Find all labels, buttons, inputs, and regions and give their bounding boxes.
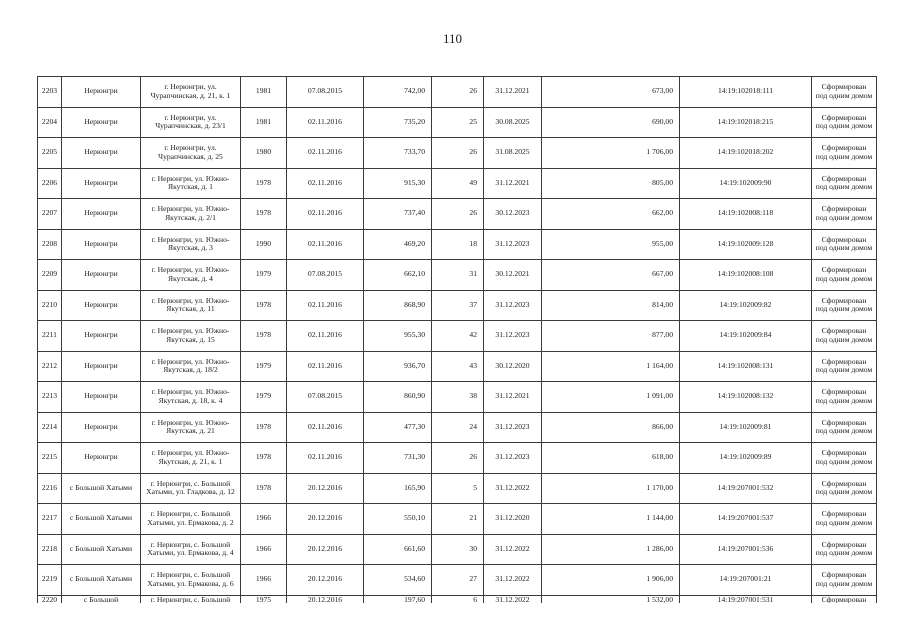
cell-value: 1 906,00 bbox=[542, 565, 680, 596]
table-row bbox=[38, 107, 877, 138]
cell-date: 20.12.2016 bbox=[287, 473, 364, 504]
cell-value: 1 164,00 bbox=[542, 351, 680, 382]
cell-address: г. Нерюнгри, с. Большой Хатыми, ул. Ермакова, д. 4 bbox=[141, 534, 241, 565]
cell-cadastral: 14:19:102008:118 bbox=[680, 199, 812, 230]
cell-id: 2213 bbox=[38, 382, 62, 413]
cell-date: 02.11.2016 bbox=[287, 138, 364, 169]
cell-value: 673,00 bbox=[542, 77, 680, 108]
cell-status: Сформирован под одним домом bbox=[812, 260, 877, 291]
cell-address: г. Нерюнгри, с. Большой Хатыми, ул. Ермакова, д. 6 bbox=[141, 565, 241, 596]
cell-area: 550,10 bbox=[364, 504, 432, 535]
cell-status: Сформирован под одним домом bbox=[812, 534, 877, 565]
table-row bbox=[38, 77, 877, 108]
cell-count: 5 bbox=[432, 473, 484, 504]
table-row bbox=[38, 321, 877, 352]
cell-date: 02.11.2016 bbox=[287, 443, 364, 474]
table-row bbox=[38, 595, 877, 603]
cell-locality: Нерюнгри bbox=[62, 199, 141, 230]
cell-id: 2217 bbox=[38, 504, 62, 535]
cell-cadastral: 14:19:102008:131 bbox=[680, 351, 812, 382]
cell-date: 02.11.2016 bbox=[287, 229, 364, 260]
cell-id: 2216 bbox=[38, 473, 62, 504]
cell-deadline: 31.12.2021 bbox=[484, 382, 542, 413]
cell-address: г. Нерюнгри, ул. Южно-Якутская, д. 3 bbox=[141, 229, 241, 260]
cell-locality: Нерюнгри bbox=[62, 77, 141, 108]
cell-status: Сформирован под одним домом bbox=[812, 107, 877, 138]
cell-id: 2210 bbox=[38, 290, 62, 321]
cell-count: 42 bbox=[432, 321, 484, 352]
cell-locality: с Большой Хатыми bbox=[62, 473, 141, 504]
cell-count: 26 bbox=[432, 138, 484, 169]
cell-status: Сформирован под одним домом bbox=[812, 473, 877, 504]
cell-status: Сформирован под одним домом bbox=[812, 168, 877, 199]
table-row bbox=[38, 534, 877, 565]
cell-year: 1966 bbox=[241, 534, 287, 565]
cell-id: 2209 bbox=[38, 260, 62, 291]
cell-count: 24 bbox=[432, 412, 484, 443]
cell-locality: с Большой bbox=[62, 595, 141, 603]
cell-area: 661,60 bbox=[364, 534, 432, 565]
cell-date: 07.08.2015 bbox=[287, 77, 364, 108]
cell-date: 02.11.2016 bbox=[287, 168, 364, 199]
cell-cadastral: 14:19:102009:81 bbox=[680, 412, 812, 443]
cell-deadline: 30.12.2021 bbox=[484, 260, 542, 291]
cell-status: Сформирован под одним домом bbox=[812, 321, 877, 352]
cell-address: г. Нерюнгри, ул. Южно-Якутская, д. 21 bbox=[141, 412, 241, 443]
cell-date: 07.08.2015 bbox=[287, 382, 364, 413]
cell-value: 1 532,00 bbox=[542, 595, 680, 603]
cell-cadastral: 14:19:102009:84 bbox=[680, 321, 812, 352]
cell-locality: Нерюнгри bbox=[62, 290, 141, 321]
cell-id: 2218 bbox=[38, 534, 62, 565]
cell-area: 534,60 bbox=[364, 565, 432, 596]
cell-address: г. Нерюнгри, ул. Южно-Якутская, д. 2/1 bbox=[141, 199, 241, 230]
cell-year: 1990 bbox=[241, 229, 287, 260]
cell-id: 2206 bbox=[38, 168, 62, 199]
cell-locality: с Большой Хатыми bbox=[62, 504, 141, 535]
cell-deadline: 31.12.2020 bbox=[484, 504, 542, 535]
cell-address: г. Нерюнгри, ул. Южно-Якутская, д. 18, к. 4 bbox=[141, 382, 241, 413]
cell-status: Сформирован под одним домом bbox=[812, 138, 877, 169]
cell-address: г. Нерюнгри, ул. Южно-Якутская, д. 4 bbox=[141, 260, 241, 291]
table-row bbox=[38, 565, 877, 596]
cell-area: 469,20 bbox=[364, 229, 432, 260]
cell-date: 02.11.2016 bbox=[287, 412, 364, 443]
cell-locality: Нерюнгри bbox=[62, 443, 141, 474]
cell-year: 1966 bbox=[241, 565, 287, 596]
cell-area: 742,00 bbox=[364, 77, 432, 108]
cell-area: 731,30 bbox=[364, 443, 432, 474]
cell-id: 2220 bbox=[38, 595, 62, 603]
cell-status: Сформирован под одним домом bbox=[812, 290, 877, 321]
cell-cadastral: 14:19:207001:532 bbox=[680, 473, 812, 504]
cell-count: 27 bbox=[432, 565, 484, 596]
cell-year: 1975 bbox=[241, 595, 287, 603]
cell-status: Сформирован под одним домом bbox=[812, 382, 877, 413]
cell-id: 2211 bbox=[38, 321, 62, 352]
cell-deadline: 31.08.2025 bbox=[484, 138, 542, 169]
cell-year: 1978 bbox=[241, 412, 287, 443]
cell-address: г. Нерюнгри, с. Большой Хатыми, ул. Гладкова, д. 12 bbox=[141, 473, 241, 504]
cell-value: 1 286,00 bbox=[542, 534, 680, 565]
cell-cadastral: 14:19:102009:89 bbox=[680, 443, 812, 474]
cell-cadastral: 14:19:207001:531 bbox=[680, 595, 812, 603]
cell-locality: Нерюнгри bbox=[62, 168, 141, 199]
cell-status: Сформирован под одним домом bbox=[812, 412, 877, 443]
cell-count: 26 bbox=[432, 199, 484, 230]
cell-value: 814,00 bbox=[542, 290, 680, 321]
cell-status: Сформирован под одним домом bbox=[812, 504, 877, 535]
cell-locality: с Большой Хатыми bbox=[62, 534, 141, 565]
cell-area: 737,40 bbox=[364, 199, 432, 230]
cell-date: 20.12.2016 bbox=[287, 595, 364, 603]
cell-locality: Нерюнгри bbox=[62, 138, 141, 169]
cell-year: 1981 bbox=[241, 107, 287, 138]
cell-date: 20.12.2016 bbox=[287, 504, 364, 535]
cell-cadastral: 14:19:207001:536 bbox=[680, 534, 812, 565]
cell-status: Сформирован под одним домом bbox=[812, 565, 877, 596]
cell-cadastral: 14:19:102009:90 bbox=[680, 168, 812, 199]
cell-address: г. Нерюнгри, ул. Чурапчинская, д. 23/1 bbox=[141, 107, 241, 138]
cell-value: 662,00 bbox=[542, 199, 680, 230]
cell-cadastral: 14:19:207001:21 bbox=[680, 565, 812, 596]
cell-area: 915,30 bbox=[364, 168, 432, 199]
register-body bbox=[38, 77, 877, 603]
cell-value: 1 706,00 bbox=[542, 138, 680, 169]
cell-year: 1980 bbox=[241, 138, 287, 169]
table-row bbox=[38, 168, 877, 199]
cell-address: г. Нерюнгри, ул. Чурапчинская, д. 21, к. 1 bbox=[141, 77, 241, 108]
cell-id: 2207 bbox=[38, 199, 62, 230]
table-row bbox=[38, 351, 877, 382]
cell-id: 2204 bbox=[38, 107, 62, 138]
cell-area: 197,60 bbox=[364, 595, 432, 603]
cell-date: 20.12.2016 bbox=[287, 534, 364, 565]
cell-count: 38 bbox=[432, 382, 484, 413]
cell-deadline: 31.12.2022 bbox=[484, 565, 542, 596]
cell-address: г. Нерюнгри, ул. Южно-Якутская, д. 1 bbox=[141, 168, 241, 199]
cell-address: г. Нерюнгри, с. Большой bbox=[141, 595, 241, 603]
cell-cadastral: 14:19:102018:111 bbox=[680, 77, 812, 108]
table-row bbox=[38, 229, 877, 260]
cell-locality: Нерюнгри bbox=[62, 229, 141, 260]
cell-area: 868,90 bbox=[364, 290, 432, 321]
cell-year: 1978 bbox=[241, 290, 287, 321]
cell-cadastral: 14:19:102018:215 bbox=[680, 107, 812, 138]
cell-count: 49 bbox=[432, 168, 484, 199]
table-row bbox=[38, 290, 877, 321]
cell-date: 02.11.2016 bbox=[287, 321, 364, 352]
cell-cadastral: 14:19:102008:108 bbox=[680, 260, 812, 291]
cell-year: 1966 bbox=[241, 504, 287, 535]
cell-deadline: 31.12.2023 bbox=[484, 443, 542, 474]
cell-value: 667,00 bbox=[542, 260, 680, 291]
cell-address: г. Нерюнгри, ул. Южно-Якутская, д. 21, к. 1 bbox=[141, 443, 241, 474]
cell-id: 2219 bbox=[38, 565, 62, 596]
cell-deadline: 31.12.2023 bbox=[484, 290, 542, 321]
register-table bbox=[37, 76, 877, 603]
cell-area: 936,70 bbox=[364, 351, 432, 382]
table-row bbox=[38, 199, 877, 230]
cell-count: 6 bbox=[432, 595, 484, 603]
cell-area: 165,90 bbox=[364, 473, 432, 504]
cell-address: г. Нерюнгри, ул. Южно-Якутская, д. 18/2 bbox=[141, 351, 241, 382]
cell-value: 1 170,00 bbox=[542, 473, 680, 504]
cell-date: 07.08.2015 bbox=[287, 260, 364, 291]
cell-locality: Нерюнгри bbox=[62, 321, 141, 352]
cell-count: 18 bbox=[432, 229, 484, 260]
cell-id: 2203 bbox=[38, 77, 62, 108]
cell-deadline: 31.12.2022 bbox=[484, 473, 542, 504]
cell-deadline: 30.12.2020 bbox=[484, 351, 542, 382]
cell-year: 1978 bbox=[241, 443, 287, 474]
cell-count: 25 bbox=[432, 107, 484, 138]
cell-count: 37 bbox=[432, 290, 484, 321]
cell-value: 866,00 bbox=[542, 412, 680, 443]
cell-deadline: 31.12.2022 bbox=[484, 595, 542, 603]
cell-deadline: 31.12.2022 bbox=[484, 534, 542, 565]
cell-address: г. Нерюнгри, с. Большой Хатыми, ул. Ермакова, д. 2 bbox=[141, 504, 241, 535]
cell-locality: Нерюнгри bbox=[62, 382, 141, 413]
cell-date: 02.11.2016 bbox=[287, 107, 364, 138]
cell-value: 877,00 bbox=[542, 321, 680, 352]
cell-address: г. Нерюнгри, ул. Южно-Якутская, д. 11 bbox=[141, 290, 241, 321]
cell-deadline: 31.12.2023 bbox=[484, 229, 542, 260]
cell-area: 860,90 bbox=[364, 382, 432, 413]
cell-value: 618,00 bbox=[542, 443, 680, 474]
cell-count: 31 bbox=[432, 260, 484, 291]
table-row bbox=[38, 260, 877, 291]
cell-id: 2205 bbox=[38, 138, 62, 169]
cell-cadastral: 14:19:102008:132 bbox=[680, 382, 812, 413]
cell-deadline: 31.12.2021 bbox=[484, 77, 542, 108]
cell-date: 20.12.2016 bbox=[287, 565, 364, 596]
cell-count: 30 bbox=[432, 534, 484, 565]
cell-locality: Нерюнгри bbox=[62, 260, 141, 291]
cell-locality: Нерюнгри bbox=[62, 351, 141, 382]
table-row bbox=[38, 473, 877, 504]
cell-year: 1979 bbox=[241, 351, 287, 382]
cell-year: 1981 bbox=[241, 77, 287, 108]
cell-deadline: 30.12.2023 bbox=[484, 199, 542, 230]
cell-cadastral: 14:19:102009:82 bbox=[680, 290, 812, 321]
page-number: 110 bbox=[442, 31, 463, 46]
cell-cadastral: 14:19:102018:202 bbox=[680, 138, 812, 169]
cell-year: 1978 bbox=[241, 199, 287, 230]
cell-cadastral: 14:19:207001:537 bbox=[680, 504, 812, 535]
cell-value: 690,00 bbox=[542, 107, 680, 138]
cell-area: 733,70 bbox=[364, 138, 432, 169]
cell-area: 735,20 bbox=[364, 107, 432, 138]
cell-address: г. Нерюнгри, ул. Южно-Якутская, д. 15 bbox=[141, 321, 241, 352]
cell-date: 02.11.2016 bbox=[287, 199, 364, 230]
cell-id: 2215 bbox=[38, 443, 62, 474]
table-row bbox=[38, 443, 877, 474]
table-row bbox=[38, 138, 877, 169]
table-row bbox=[38, 504, 877, 535]
cell-status: Сформирован bbox=[812, 595, 877, 603]
cell-date: 02.11.2016 bbox=[287, 290, 364, 321]
cell-count: 26 bbox=[432, 443, 484, 474]
cell-area: 955,30 bbox=[364, 321, 432, 352]
cell-id: 2212 bbox=[38, 351, 62, 382]
cell-value: 955,00 bbox=[542, 229, 680, 260]
cell-locality: с Большой Хатыми bbox=[62, 565, 141, 596]
cell-status: Сформирован под одним домом bbox=[812, 77, 877, 108]
cell-year: 1979 bbox=[241, 382, 287, 413]
cell-deadline: 31.12.2021 bbox=[484, 168, 542, 199]
cell-status: Сформирован под одним домом bbox=[812, 199, 877, 230]
cell-year: 1978 bbox=[241, 473, 287, 504]
cell-id: 2208 bbox=[38, 229, 62, 260]
cell-value: 805,00 bbox=[542, 168, 680, 199]
cell-deadline: 31.12.2023 bbox=[484, 321, 542, 352]
cell-value: 1 091,00 bbox=[542, 382, 680, 413]
cell-cadastral: 14:19:102009:128 bbox=[680, 229, 812, 260]
cell-year: 1978 bbox=[241, 321, 287, 352]
cell-address: г. Нерюнгри, ул. Чурапчинская, д. 25 bbox=[141, 138, 241, 169]
cell-status: Сформирован под одним домом bbox=[812, 351, 877, 382]
cell-locality: Нерюнгри bbox=[62, 412, 141, 443]
cell-status: Сформирован под одним домом bbox=[812, 443, 877, 474]
cell-deadline: 30.08.2025 bbox=[484, 107, 542, 138]
cell-count: 43 bbox=[432, 351, 484, 382]
cell-id: 2214 bbox=[38, 412, 62, 443]
cell-year: 1979 bbox=[241, 260, 287, 291]
cell-deadline: 31.12.2023 bbox=[484, 412, 542, 443]
cell-count: 26 bbox=[432, 77, 484, 108]
cell-locality: Нерюнгри bbox=[62, 107, 141, 138]
cell-status: Сформирован под одним домом bbox=[812, 229, 877, 260]
cell-value: 1 144,00 bbox=[542, 504, 680, 535]
cell-date: 02.11.2016 bbox=[287, 351, 364, 382]
cell-area: 662,10 bbox=[364, 260, 432, 291]
cell-year: 1978 bbox=[241, 168, 287, 199]
table-row bbox=[38, 382, 877, 413]
cell-area: 477,30 bbox=[364, 412, 432, 443]
table-row bbox=[38, 412, 877, 443]
cell-count: 21 bbox=[432, 504, 484, 535]
